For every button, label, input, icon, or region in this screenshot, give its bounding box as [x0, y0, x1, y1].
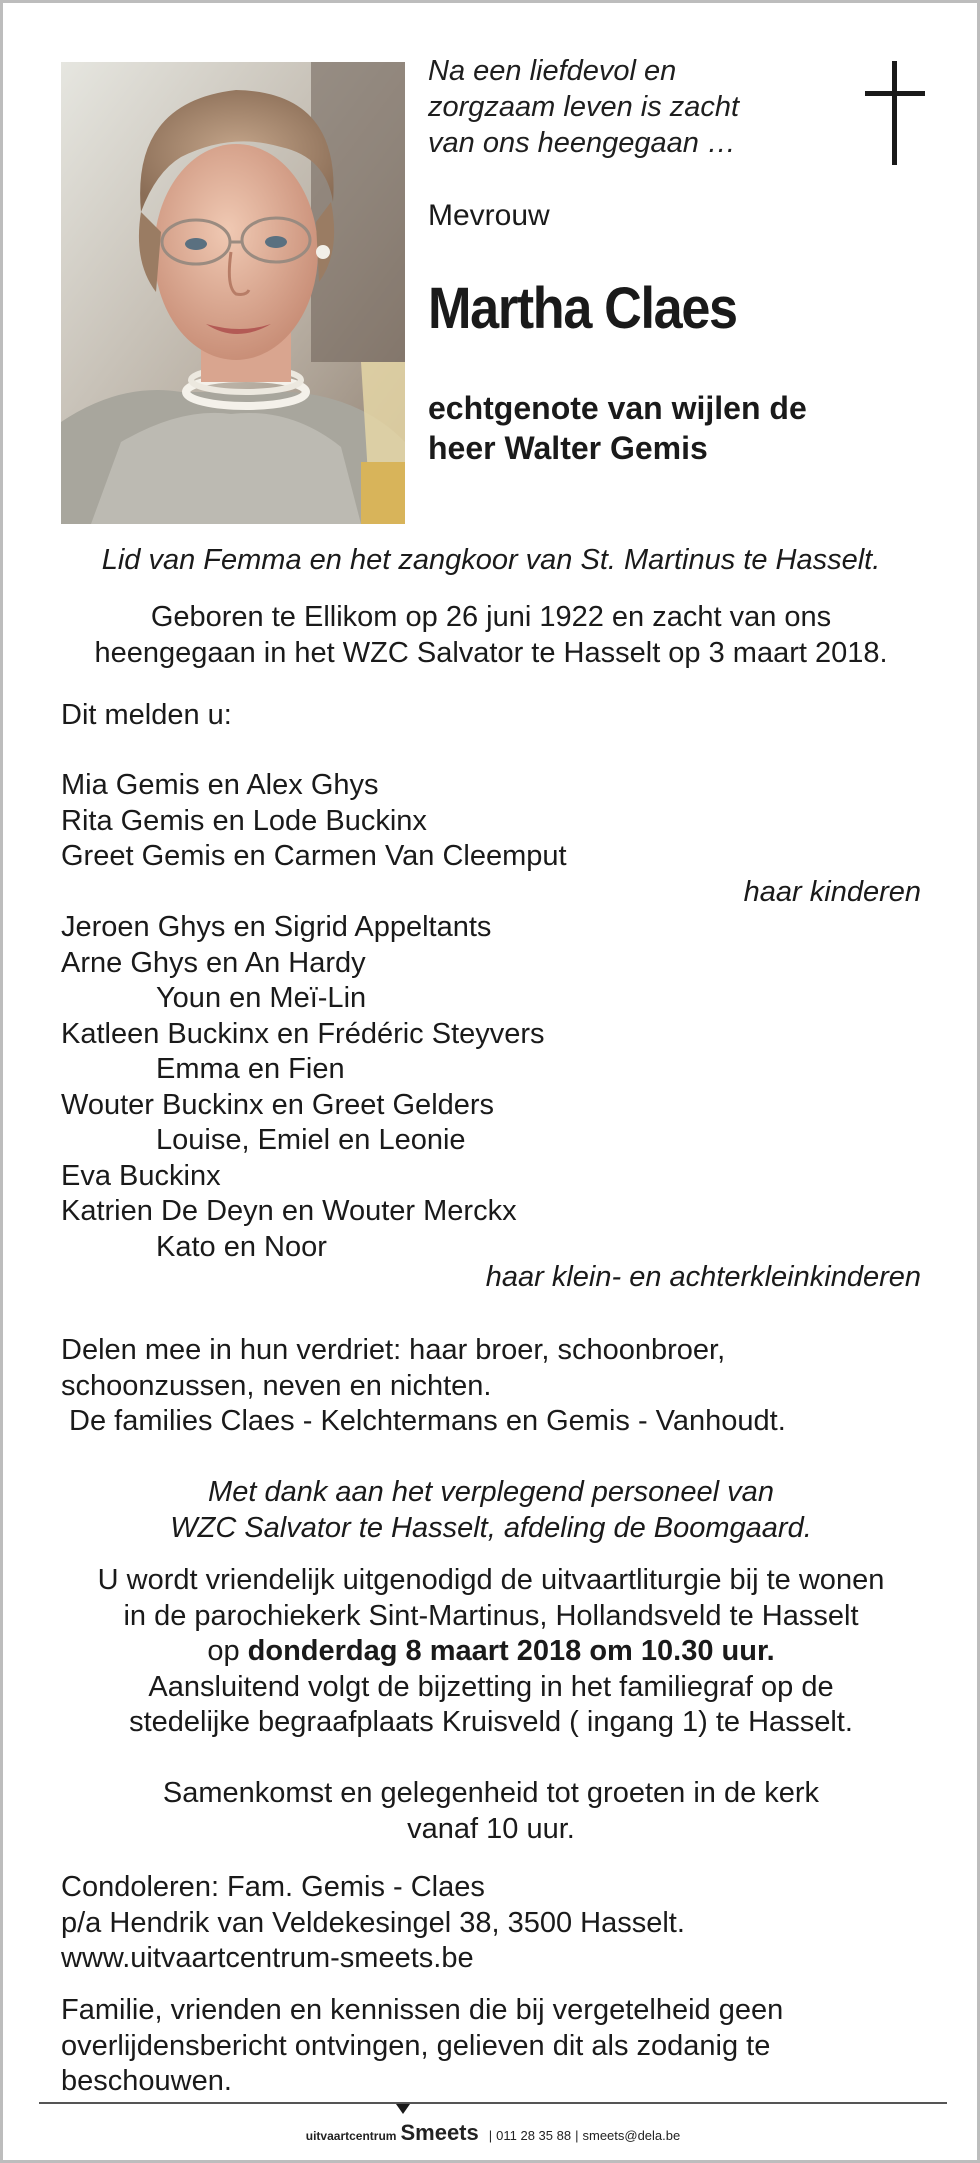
birth-death-line: Geboren te Ellikom op 26 juni 1922 en zacht van ons — [150, 601, 832, 633]
condolences-line: p/a Hendrik van Veldekesingel 38, 3500 Hasselt. — [61, 1906, 685, 1939]
great-grandchildren-entry: Louise, Emiel en Leonie — [156, 1124, 466, 1156]
great-grandchildren-entry: Emma en Fien — [156, 1053, 345, 1085]
invitation-line: U wordt vriendelijk uitgenodigd de uitvaartliturgie bij te wonen — [97, 1564, 885, 1596]
sharing-line: De families Claes - Kelchtermans en Gemis - Vanhoudt. — [61, 1405, 786, 1437]
grandchild-entry: Katrien De Deyn en Wouter Merckx — [61, 1195, 517, 1227]
grandchild-entry: Wouter Buckinx en Greet Gelders — [61, 1088, 495, 1121]
thanks-line: WZC Salvator te Hasselt, afdeling de Boomgaard. — [170, 1511, 812, 1544]
footer-divider — [39, 2102, 947, 2104]
grandchildren-list — [61, 910, 921, 1265]
invitation-line: Aansluitend volgt de bijzetting in het familiegraf op de — [148, 1670, 834, 1703]
grandchild-entry: Eva Buckinx — [61, 1159, 221, 1192]
footer-separator: | — [575, 2128, 579, 2143]
grandchild-entry: Katleen Buckinx en Frédéric Steyvers — [61, 1017, 545, 1050]
great-grandchildren-entry: Kato en Noor — [156, 1230, 327, 1263]
announce-line: Dit melden u: — [61, 699, 232, 731]
invitation-date-line — [61, 1634, 921, 1670]
latin-cross-icon — [865, 61, 925, 165]
intro-line: zorgzaam leven is zacht — [428, 91, 740, 123]
child-entry: Greet Gemis en Carmen Van Cleemput — [61, 840, 567, 872]
thanks-line: Met dank aan het verplegend personeel van — [208, 1476, 774, 1508]
invitation-date-prefix: op — [207, 1635, 248, 1667]
notice-text — [61, 1993, 921, 2100]
grandchild-entry: Jeroen Ghys en Sigrid Appeltants — [61, 911, 492, 943]
notice-line: Familie, vrienden en kennissen die bij vergetelheid geen — [61, 1994, 784, 2026]
intro-text — [428, 53, 788, 161]
invitation-date: donderdag 8 maart 2018 om 10.30 uur. — [247, 1635, 775, 1667]
honorific-title: Mevrouw — [428, 199, 550, 232]
notice-line: overlijdensbericht ontvingen, gelieven dit als zodanig te — [61, 2029, 771, 2062]
membership-text — [61, 543, 921, 579]
portrait-photo — [61, 62, 405, 524]
spouse-text — [428, 388, 807, 468]
intro-line: Na een liefdevol en — [428, 55, 677, 87]
children-label: haar kinderen — [743, 875, 921, 908]
footer — [3, 2120, 980, 2146]
footer-email[interactable]: smeets@dela.be — [582, 2128, 681, 2143]
footer-phone: 011 28 35 88 — [496, 2128, 572, 2143]
spouse-line: heer Walter Gemis — [428, 430, 708, 466]
child-entry: Mia Gemis en Alex Ghys — [61, 769, 379, 801]
gathering-line: Samenkomst en gelegenheid tot groeten in de kerk — [162, 1777, 820, 1809]
membership-line: Lid van Femma en het zangkoor van St. Martinus te Hasselt. — [101, 544, 881, 576]
sharing-line: schoonzussen, neven en nichten. — [61, 1369, 492, 1402]
condolences-text — [61, 1870, 921, 1977]
notice-line: beschouwen. — [61, 2065, 232, 2097]
children-list — [61, 768, 921, 910]
invitation-text — [61, 1563, 921, 1741]
footer-brand-small: uitvaartcentrum — [305, 2129, 397, 2143]
condolences-line: Condoleren: Fam. Gemis - Claes — [61, 1871, 485, 1903]
child-entry: Rita Gemis en Lode Buckinx — [61, 804, 427, 837]
gathering-text — [61, 1776, 921, 1847]
footer-brand: Smeets — [400, 2120, 479, 2145]
gathering-line: vanaf 10 uur. — [407, 1812, 575, 1845]
grandchild-entry: Arne Ghys en An Hardy — [61, 946, 366, 979]
grandchildren-label: haar klein- en achterkleinkinderen — [485, 1261, 921, 1293]
sharing-text — [61, 1333, 921, 1440]
thanks-text — [61, 1475, 921, 1546]
great-grandchildren-entry: Youn en Meï-Lin — [156, 982, 367, 1014]
announce-text — [61, 698, 921, 734]
sharing-line: Delen mee in hun verdriet: haar broer, schoonbroer, — [61, 1334, 726, 1366]
footer-separator: | — [488, 2128, 493, 2143]
intro-line: van ons heengegaan … — [428, 127, 736, 159]
invitation-line: in de parochiekerk Sint-Martinus, Hollandsveld te Hasselt — [123, 1599, 859, 1632]
deceased-name: Martha Claes — [428, 276, 737, 341]
grandchildren-label-block — [61, 1260, 921, 1296]
birth-death-line: heengegaan in het WZC Salvator te Hasselt op 3 maart 2018. — [94, 636, 888, 669]
spouse-line: echtgenote van wijlen de — [428, 390, 807, 426]
condolences-website-link[interactable]: www.uitvaartcentrum-smeets.be — [61, 1942, 474, 1974]
birth-death-text — [61, 600, 921, 671]
invitation-line: stedelijke begraafplaats Kruisveld ( ingang 1) te Hasselt. — [129, 1706, 853, 1738]
triangle-marker-icon — [396, 2104, 410, 2114]
